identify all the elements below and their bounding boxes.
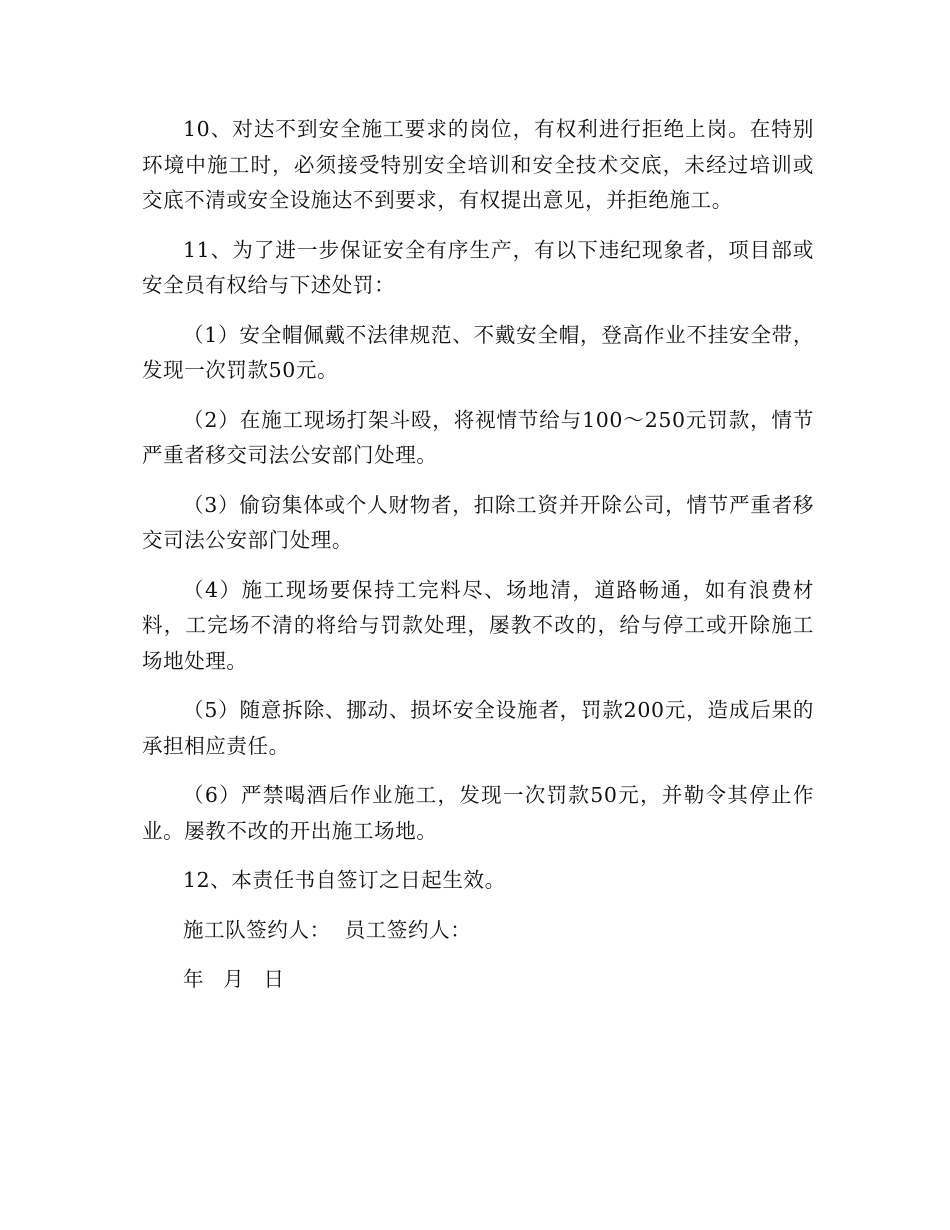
penalty-item-4: （4）施工现场要保持工完料尽、场地清，道路畅通，如有浪费材料，工完场不清的将给与罚款处理，屡教不改的，给与停工或开除施工场地处理。: [142, 577, 814, 673]
clause-10: 10、对达不到安全施工要求的岗位，有权利进行拒绝上岗。在特别环境中施工时，必须接受特别安全培训和安全技术交底，未经过培训或交底不清或安全设施达不到要求，有权提出意见，并拒绝施工。: [142, 117, 814, 212]
penalty-item-6: （6）严禁喝酒后作业施工，发现一次罚款50元，并勒令其停止作业。屡教不改的开出施工场地。: [142, 783, 814, 843]
team-signatory-label: 施工队签约人：: [183, 917, 331, 942]
date-row: [142, 962, 814, 998]
penalty-item-1: （1）安全帽佩戴不法律规范、不戴安全帽，登高作业不挂安全带，发现一次罚款50元。: [142, 322, 814, 382]
employee-signatory-label: 员工签约人：: [344, 917, 472, 942]
signature-row: [142, 913, 814, 949]
date-year-label: 年: [183, 967, 205, 991]
clause-11: 11、为了进一步保证安全有序生产，有以下违纪现象者，项目部或安全员有权给与下述处罚：: [142, 237, 814, 297]
penalty-item-3: （3）偷窃集体或个人财物者，扣除工资并开除公司，情节严重者移交司法公安部门处理。: [142, 492, 814, 552]
date-day-label: 日: [263, 967, 285, 991]
clause-12: 12、本责任书自签订之日起生效。: [183, 868, 506, 892]
document-page: [142, 112, 814, 998]
penalty-item-2: （2）在施工现场打架斗殴，将视情节给与100～250元罚款，情节严重者移交司法公安部门处理。: [142, 407, 814, 467]
penalty-item-5: （5）随意拆除、挪动、损坏安全设施者，罚款200元，造成后果的承担相应责任。: [142, 698, 814, 758]
date-month-label: 月: [223, 967, 245, 991]
